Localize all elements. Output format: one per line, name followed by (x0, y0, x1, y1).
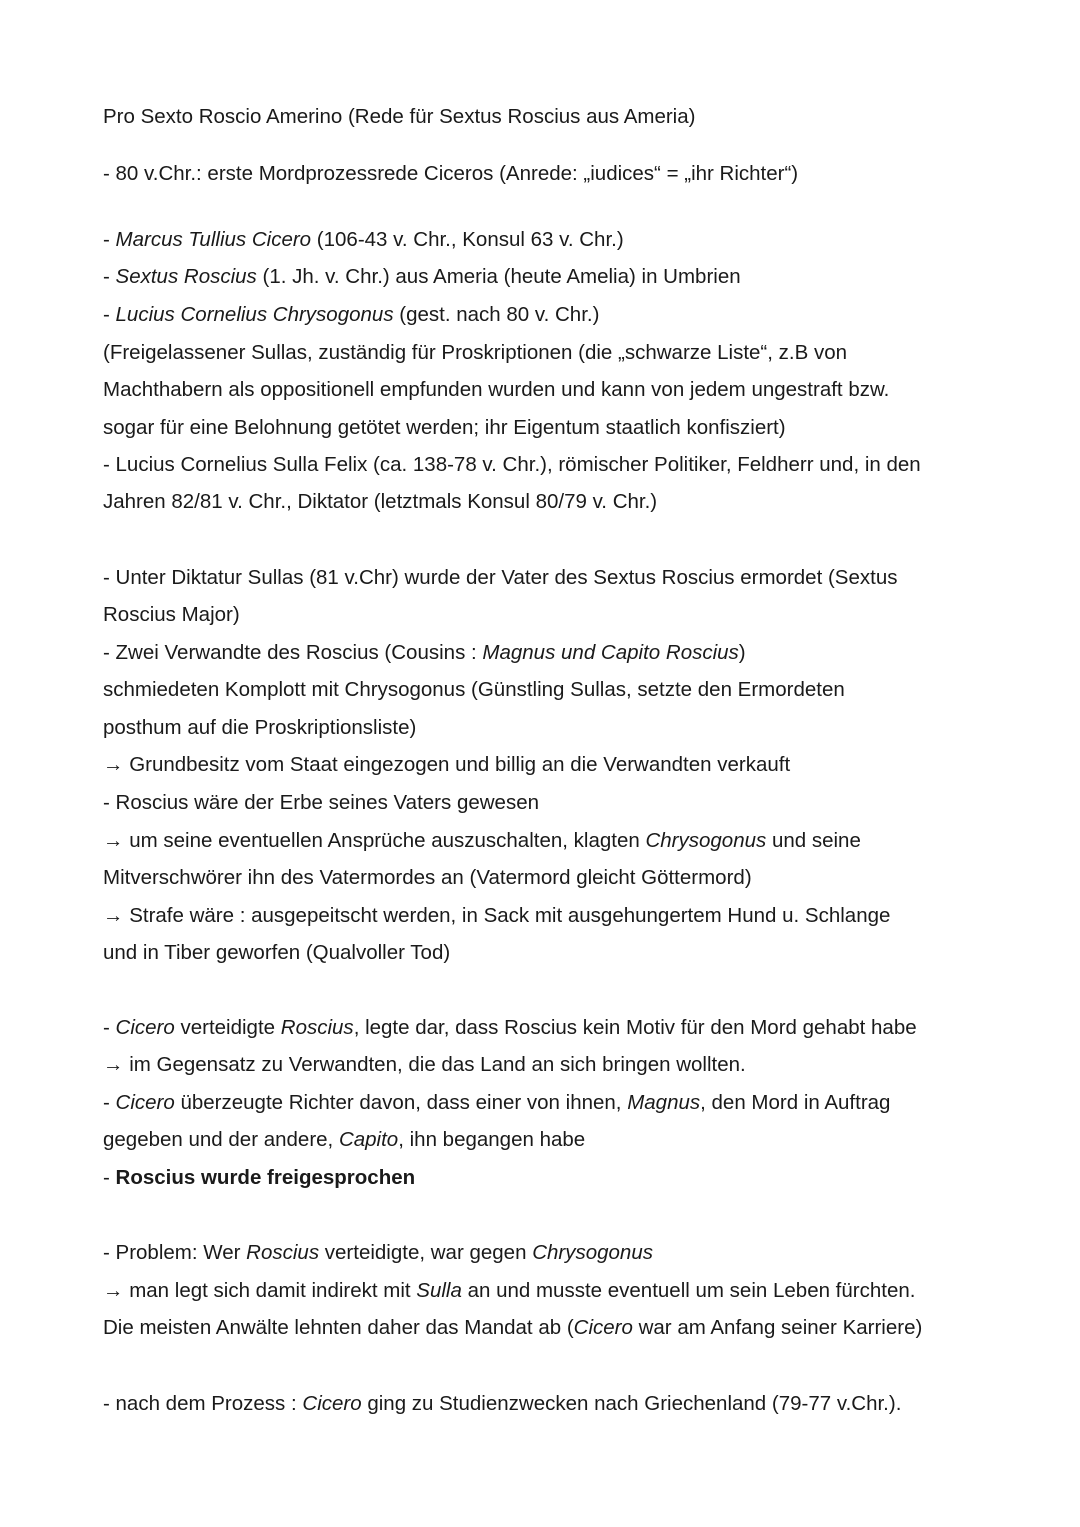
text-line: - 80 v.Chr.: erste Mordprozessrede Ciceros (Anrede: „iudices“ = „ihr Richter“) (103, 162, 799, 185)
text-line: - nach dem Prozess : Cicero ging zu Studienzwecken nach Griechenland (79-77 v.Chr.). (103, 1392, 902, 1415)
text-line: sogar für eine Belohnung getötet werden; ihr Eigentum staatlich konfisziert) (103, 416, 786, 439)
text-line: → Strafe wäre : ausgepeitscht werden, in Sack mit ausgehungertem Hund u. Schlange (103, 904, 891, 927)
text-line: Mitverschwörer ihn des Vatermordes an (Vatermord gleicht Göttermord) (103, 866, 752, 889)
text-line: → Grundbesitz vom Staat eingezogen und billig an die Verwandten verkauft (103, 753, 791, 776)
document-title: Pro Sexto Roscio Amerino (Rede für Sextus Roscius aus Ameria) (103, 105, 696, 128)
text-line: → um seine eventuellen Ansprüche auszuschalten, klagten Chrysogonus und seine (103, 829, 861, 852)
text-line: - Roscius wurde freigesprochen (103, 1166, 416, 1189)
text-line: schmiedeten Komplott mit Chrysogonus (Günstling Sullas, setzte den Ermordeten (103, 678, 845, 701)
text-line: - Lucius Cornelius Sulla Felix (ca. 138-78 v. Chr.), römischer Politiker, Feldherr und, in den (103, 453, 921, 476)
text-line: - Cicero verteidigte Roscius, legte dar, dass Roscius kein Motiv für den Mord gehabt habe (103, 1016, 917, 1039)
text-line: - Cicero überzeugte Richter davon, dass einer von ihnen, Magnus, den Mord in Auftrag (103, 1091, 891, 1114)
text-line: - Marcus Tullius Cicero (106-43 v. Chr., Konsul 63 v. Chr.) (103, 228, 624, 251)
text-line: - Sextus Roscius (1. Jh. v. Chr.) aus Ameria (heute Amelia) in Umbrien (103, 265, 741, 288)
text-line: und in Tiber geworfen (Qualvoller Tod) (103, 941, 451, 964)
text-line: posthum auf die Proskriptionsliste) (103, 716, 417, 739)
text-line: → man legt sich damit indirekt mit Sulla an und musste eventuell um sein Leben fürchten. (103, 1279, 916, 1302)
text-line: - Roscius wäre der Erbe seines Vaters gewesen (103, 791, 540, 814)
text-line: - Problem: Wer Roscius verteidigte, war gegen Chrysogonus (103, 1241, 653, 1264)
text-line: → im Gegensatz zu Verwandten, die das Land an sich bringen wollten. (103, 1053, 746, 1076)
text-line: - Unter Diktatur Sullas (81 v.Chr) wurde der Vater des Sextus Roscius ermordet (Sextus (103, 566, 898, 589)
text-line: Roscius Major) (103, 603, 240, 626)
text-line: Die meisten Anwälte lehnten daher das Mandat ab (Cicero war am Anfang seiner Karriere) (103, 1316, 923, 1339)
text-line: gegeben und der andere, Capito, ihn begangen habe (103, 1128, 586, 1151)
text-line: Machthabern als oppositionell empfunden wurden und kann von jedem ungestraft bzw. (103, 378, 890, 401)
text-line: - Zwei Verwandte des Roscius (Cousins : Magnus und Capito Roscius) (103, 641, 746, 664)
text-line: (Freigelassener Sullas, zuständig für Proskriptionen (die „schwarze Liste“, z.B von (103, 341, 848, 364)
text-line: Jahren 82/81 v. Chr., Diktator (letztmals Konsul 80/79 v. Chr.) (103, 490, 658, 513)
text-line: - Lucius Cornelius Chrysogonus (gest. nach 80 v. Chr.) (103, 303, 600, 326)
